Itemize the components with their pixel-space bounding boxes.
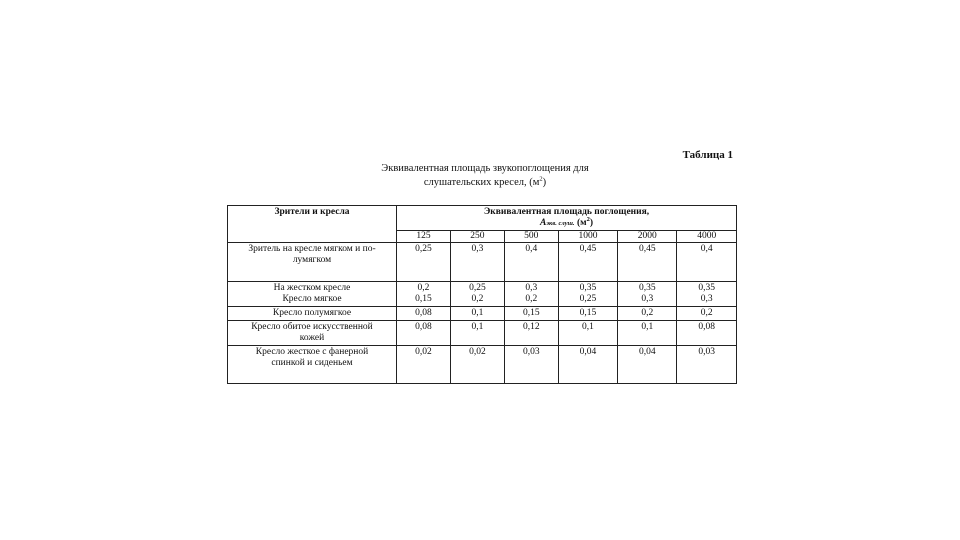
value-cell: 0,35 0,3	[677, 282, 737, 307]
row-label: Кресло полумягкое	[228, 307, 397, 321]
value-cell: 0,45	[558, 243, 617, 282]
value-cell: 0,1	[558, 321, 617, 346]
value-cell: 0,08	[397, 307, 451, 321]
row-label: Зритель на кресле мягком и по- лумягком	[228, 243, 397, 282]
value-cell: 0,25 0,2	[450, 282, 504, 307]
frequency-header-cell: 4000	[677, 231, 737, 243]
header-symbol: A	[540, 218, 547, 228]
table-row	[228, 282, 737, 307]
frequency-header-cell: 250	[450, 231, 504, 243]
header-group-line1: Эквивалентная площадь поглощения,	[483, 207, 650, 217]
value-cell: 0,3	[450, 243, 504, 282]
value-cell: 0,04	[618, 346, 677, 384]
value-cell: 0,1	[618, 321, 677, 346]
title-unit-superscript: 2	[539, 175, 543, 183]
value-cell: 0,3 0,2	[504, 282, 558, 307]
value-cell: 0,12	[504, 321, 558, 346]
frequency-header-cell: 1000	[558, 231, 617, 243]
header-unit-prefix: (м	[574, 218, 587, 228]
value-cell: 0,35 0,25	[558, 282, 617, 307]
table-number-label: Таблица 1	[682, 149, 733, 161]
frequency-header-cell: 2000	[618, 231, 677, 243]
value-cell: 0,03	[504, 346, 558, 384]
header-absorption-group	[397, 206, 737, 231]
value-cell: 0,2 0,15	[397, 282, 451, 307]
value-cell: 0,4	[677, 243, 737, 282]
value-cell: 0,2	[677, 307, 737, 321]
row-label: Кресло обитое искусственной кожей	[228, 321, 397, 346]
header-unit-superscript: 2	[586, 215, 590, 223]
row-label: Кресло жесткое с фанерной спинкой и сиденьем	[228, 346, 397, 384]
frequency-header-cell: 500	[504, 231, 558, 243]
title-line-1: Эквивалентная площадь звукопоглощения для	[381, 163, 589, 174]
value-cell: 0,45	[618, 243, 677, 282]
value-cell: 0,02	[397, 346, 451, 384]
value-cell: 0,25	[397, 243, 451, 282]
value-cell: 0,2	[618, 307, 677, 321]
header-spectators-chairs: Зрители и кресла	[228, 206, 397, 243]
frequency-header-cell: 125	[397, 231, 451, 243]
value-cell: 0,4	[504, 243, 558, 282]
value-cell: 0,08	[397, 321, 451, 346]
title-line-2-suffix: )	[542, 177, 547, 188]
header-subscript: экв. слуш.	[546, 220, 575, 227]
value-cell: 0,1	[450, 321, 504, 346]
value-cell: 0,03	[677, 346, 737, 384]
value-cell: 0,04	[558, 346, 617, 384]
row-label: На жестком кресле Кресло мягкое	[228, 282, 397, 307]
value-cell: 0,15	[504, 307, 558, 321]
table-row	[228, 307, 737, 321]
value-cell: 0,15	[558, 307, 617, 321]
header-group-line2	[400, 215, 733, 229]
value-cell: 0,1	[450, 307, 504, 321]
table-row	[228, 321, 737, 346]
absorption-table	[227, 205, 737, 384]
table-row	[228, 346, 737, 384]
table-header-row	[228, 206, 737, 231]
title-line-2-text: слушательских кресел, (м	[423, 177, 540, 188]
header-unit-suffix: )	[589, 218, 593, 228]
value-cell: 0,02	[450, 346, 504, 384]
table-title	[340, 162, 630, 190]
table-row	[228, 243, 737, 282]
title-line-2	[340, 176, 630, 190]
value-cell: 0,08	[677, 321, 737, 346]
value-cell: 0,35 0,3	[618, 282, 677, 307]
